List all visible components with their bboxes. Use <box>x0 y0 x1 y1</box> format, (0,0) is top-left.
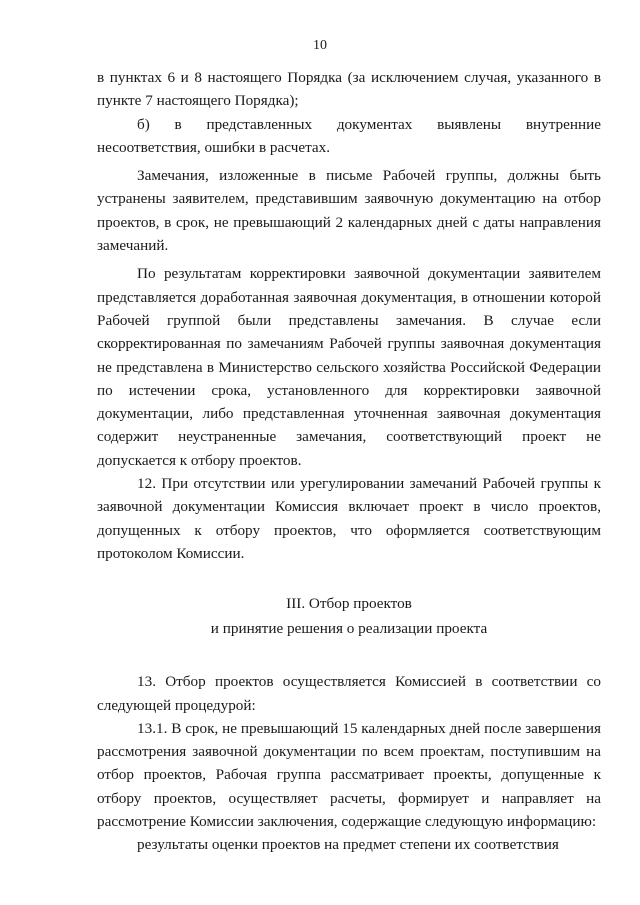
paragraph-correction: По результатам корректировки заявочной документации заявителем представляется доработанная заявочная документация, в отношении которой Рабочей группой были представлены замечания. В случае если скорректированная по замечаниям Рабочей группы заявочная документация не представлена в Министерство сельского хозяйства Российской Федерации по истечении срока, установленного для корректировки заявочной документации, либо представленная уточненная заявочная документация содержит неустраненные замечания, соответствующий проект не допускается к отбору проектов. <box>97 265 601 469</box>
page-number: 10 <box>313 38 327 53</box>
paragraph-results: результаты оценки проектов на предмет степени их соответствия <box>137 836 559 854</box>
document-body <box>97 66 601 857</box>
paragraph-12: 12. При отсутствии или урегулировании замечаний Рабочей группы к заявочной документации Комиссия включает проект в число проектов, допущенных к отбору проектов, что оформляется соответствующим протоколом Комиссии. <box>97 475 601 562</box>
section-heading-line-1: III. Отбор проектов <box>286 595 412 613</box>
section-heading-line-2: и принятие решения о реализации проекта <box>210 620 488 638</box>
paragraph-continuation: в пунктах 6 и 8 настоящего Порядка (за исключением случая, указанного в пункте 7 настоящего Порядка); <box>97 69 601 110</box>
paragraph-13-1: 13.1. В срок, не превышающий 15 календарных дней после завершения рассмотрения заявочной документации по всем проектам, поступившим на отбор проектов, Рабочая группа рассматривает проекты, допущенные к отбору проектов, осуществляет расчеты, формирует и направляет на рассмотрение Комиссии заключения, содержащие следующую информацию: <box>97 719 601 831</box>
paragraph-item-b: б) в представленных документах выявлены внутренние несоответствия, ошибки в расчетах. <box>97 115 601 156</box>
paragraph-remarks: Замечания, изложенные в письме Рабочей группы, должны быть устранены заявителем, представившим заявочную документацию на отбор проектов, в срок, не превышающий 2 календарных дней с даты направления замечаний. <box>97 167 601 255</box>
paragraph-13: 13. Отбор проектов осуществляется Комиссией в соответствии со следующей процедурой: <box>97 673 601 714</box>
